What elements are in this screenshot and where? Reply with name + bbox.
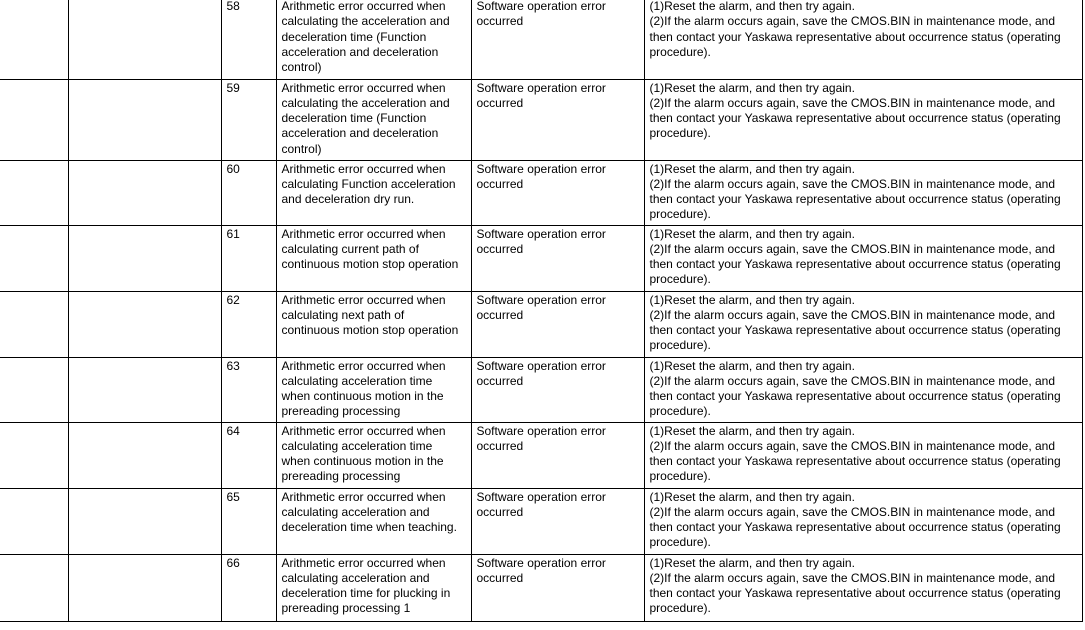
remedy-cell — [644, 291, 1082, 357]
remedy-line: procedure). — [649, 338, 711, 353]
cause-line: occurred — [476, 307, 524, 322]
alarm-code-cell — [0, 160, 68, 225]
meaning-line: calculating acceleration time — [281, 373, 433, 388]
alarm-code-cell — [0, 0, 68, 79]
table-row — [0, 79, 1082, 160]
meaning-cell — [276, 79, 471, 160]
cause-line: Software operation error — [476, 555, 606, 570]
meaning-line: when continuous motion in the — [281, 454, 444, 469]
sub-code-cell: 62 — [221, 291, 276, 357]
cause-line: occurred — [476, 570, 524, 585]
meaning-line: Arithmetic error occurred when — [281, 0, 446, 13]
cause-line: occurred — [476, 176, 524, 191]
meaning-line: prereading processing — [281, 469, 401, 484]
remedy-line: (1)Reset the alarm, and then try again. — [649, 161, 855, 176]
remedy-line: then contact your Yaskawa representative about occurrence status (operating — [649, 323, 1061, 338]
cause-line: Software operation error — [476, 423, 606, 438]
remedy-cell — [644, 79, 1082, 160]
alarm-name-cell — [68, 357, 221, 422]
alarm-name-cell — [68, 0, 221, 79]
remedy-cell — [644, 488, 1082, 554]
meaning-cell — [276, 422, 471, 488]
remedy-line: (2)If the alarm occurs again, save the CMOS.BIN in maintenance mode, and — [649, 438, 1056, 453]
sub-code-cell: 65 — [221, 488, 276, 554]
meaning-line: acceleration and deceleration — [281, 126, 439, 141]
meaning-line: calculating Function acceleration — [281, 176, 456, 191]
remedy-line: (2)If the alarm occurs again, save the CMOS.BIN in maintenance mode, and — [649, 14, 1056, 29]
cause-cell — [471, 488, 644, 554]
remedy-line: (1)Reset the alarm, and then try again. — [649, 0, 855, 13]
alarm-code-cell — [0, 488, 68, 554]
remedy-cell — [644, 422, 1082, 488]
meaning-line: prereading processing — [281, 404, 401, 419]
meaning-cell — [276, 488, 471, 554]
sub-code-cell: 58 — [221, 0, 276, 79]
meaning-cell — [276, 291, 471, 357]
remedy-line: procedure). — [649, 44, 711, 59]
table-row — [0, 0, 1082, 79]
alarm-name-cell — [68, 554, 221, 621]
remedy-cell — [644, 225, 1082, 291]
meaning-cell — [276, 554, 471, 621]
cause-line: Software operation error — [476, 0, 606, 13]
meaning-line: Arithmetic error occurred when — [281, 489, 446, 504]
meaning-line: Arithmetic error occurred when — [281, 423, 446, 438]
meaning-line: deceleration time (Function — [281, 29, 427, 44]
meaning-line: calculating acceleration time — [281, 438, 433, 453]
remedy-cell — [644, 554, 1082, 621]
meaning-line: acceleration and deceleration — [281, 44, 439, 59]
meaning-line: calculating acceleration and — [281, 570, 430, 585]
table-row — [0, 160, 1082, 225]
meaning-line: when continuous motion in the — [281, 389, 444, 404]
cause-line: occurred — [476, 438, 524, 453]
cause-line: Software operation error — [476, 80, 606, 95]
remedy-cell — [644, 0, 1082, 79]
alarm-name-cell — [68, 291, 221, 357]
remedy-line: (1)Reset the alarm, and then try again. — [649, 489, 855, 504]
cause-cell — [471, 225, 644, 291]
alarm-name-cell — [68, 79, 221, 160]
cause-line: occurred — [476, 14, 524, 29]
remedy-line: then contact your Yaskawa representative about occurrence status (operating — [649, 454, 1061, 469]
alarm-code-cell — [0, 422, 68, 488]
alarm-code-cell — [0, 79, 68, 160]
cause-line: Software operation error — [476, 161, 606, 176]
alarm-name-cell — [68, 488, 221, 554]
cause-line: occurred — [476, 241, 524, 256]
meaning-line: calculating the acceleration and — [281, 14, 450, 29]
cause-line: Software operation error — [476, 226, 606, 241]
remedy-line: (1)Reset the alarm, and then try again. — [649, 80, 855, 95]
remedy-line: procedure). — [649, 207, 711, 222]
meaning-line: calculating current path of — [281, 241, 419, 256]
remedy-cell — [644, 160, 1082, 225]
remedy-line: procedure). — [649, 126, 711, 141]
remedy-line: (1)Reset the alarm, and then try again. — [649, 555, 855, 570]
cause-cell — [471, 422, 644, 488]
meaning-cell — [276, 225, 471, 291]
meaning-line: control) — [281, 141, 322, 156]
alarm-code-cell — [0, 291, 68, 357]
table-row — [0, 291, 1082, 357]
remedy-line: (1)Reset the alarm, and then try again. — [649, 292, 855, 307]
meaning-line: control) — [281, 60, 322, 75]
meaning-line: Arithmetic error occurred when — [281, 80, 446, 95]
remedy-line: (2)If the alarm occurs again, save the CMOS.BIN in maintenance mode, and — [649, 95, 1056, 110]
remedy-cell — [644, 357, 1082, 422]
alarm-code-cell — [0, 554, 68, 621]
sub-code-cell: 66 — [221, 554, 276, 621]
cause-line: Software operation error — [476, 292, 606, 307]
meaning-line: calculating the acceleration and — [281, 95, 450, 110]
remedy-line: (2)If the alarm occurs again, save the CMOS.BIN in maintenance mode, and — [649, 307, 1056, 322]
table-row — [0, 488, 1082, 554]
sub-code-cell: 59 — [221, 79, 276, 160]
meaning-line: prereading processing 1 — [281, 601, 411, 616]
remedy-line: then contact your Yaskawa representative about occurrence status (operating — [649, 520, 1061, 535]
remedy-line: procedure). — [649, 601, 711, 616]
remedy-line: (2)If the alarm occurs again, save the CMOS.BIN in maintenance mode, and — [649, 504, 1056, 519]
meaning-cell — [276, 160, 471, 225]
remedy-line: procedure). — [649, 404, 711, 419]
cause-cell — [471, 554, 644, 621]
meaning-line: Arithmetic error occurred when — [281, 226, 446, 241]
meaning-line: continuous motion stop operation — [281, 323, 459, 338]
meaning-line: Arithmetic error occurred when — [281, 358, 446, 373]
meaning-line: deceleration time when teaching. — [281, 520, 457, 535]
cause-line: Software operation error — [476, 358, 606, 373]
table-row — [0, 225, 1082, 291]
remedy-line: (2)If the alarm occurs again, save the CMOS.BIN in maintenance mode, and — [649, 241, 1056, 256]
remedy-line: procedure). — [649, 272, 711, 287]
alarm-name-cell — [68, 422, 221, 488]
table-row — [0, 357, 1082, 422]
meaning-line: Arithmetic error occurred when — [281, 161, 446, 176]
cause-line: occurred — [476, 95, 524, 110]
remedy-line: procedure). — [649, 535, 711, 550]
meaning-line: deceleration time (Function — [281, 111, 427, 126]
remedy-line: then contact your Yaskawa representative about occurrence status (operating — [649, 29, 1061, 44]
remedy-line: then contact your Yaskawa representative about occurrence status (operating — [649, 111, 1061, 126]
cause-cell — [471, 79, 644, 160]
cause-cell — [471, 357, 644, 422]
alarm-code-cell — [0, 357, 68, 422]
table-row — [0, 422, 1082, 488]
sub-code-cell: 64 — [221, 422, 276, 488]
remedy-line: (2)If the alarm occurs again, save the CMOS.BIN in maintenance mode, and — [649, 176, 1056, 191]
remedy-line: (1)Reset the alarm, and then try again. — [649, 423, 855, 438]
alarm-name-cell — [68, 225, 221, 291]
cause-line: occurred — [476, 504, 524, 519]
remedy-line: then contact your Yaskawa representative about occurrence status (operating — [649, 389, 1061, 404]
meaning-line: deceleration time for plucking in — [281, 586, 451, 601]
alarm-name-cell — [68, 160, 221, 225]
remedy-line: (2)If the alarm occurs again, save the CMOS.BIN in maintenance mode, and — [649, 570, 1056, 585]
cause-cell — [471, 0, 644, 79]
cause-cell — [471, 291, 644, 357]
remedy-line: (1)Reset the alarm, and then try again. — [649, 358, 855, 373]
sub-code-cell: 63 — [221, 357, 276, 422]
remedy-line: (2)If the alarm occurs again, save the CMOS.BIN in maintenance mode, and — [649, 373, 1056, 388]
meaning-line: calculating next path of — [281, 307, 405, 322]
remedy-line: then contact your Yaskawa representative about occurrence status (operating — [649, 192, 1061, 207]
sub-code-cell: 61 — [221, 225, 276, 291]
remedy-line: then contact your Yaskawa representative about occurrence status (operating — [649, 257, 1061, 272]
meaning-line: and deceleration dry run. — [281, 192, 415, 207]
meaning-cell — [276, 0, 471, 79]
sub-code-cell: 60 — [221, 160, 276, 225]
table-row — [0, 554, 1082, 621]
meaning-line: Arithmetic error occurred when — [281, 292, 446, 307]
cause-line: Software operation error — [476, 489, 606, 504]
remedy-line: then contact your Yaskawa representative about occurrence status (operating — [649, 586, 1061, 601]
cause-cell — [471, 160, 644, 225]
remedy-line: (1)Reset the alarm, and then try again. — [649, 226, 855, 241]
alarm-code-cell — [0, 225, 68, 291]
meaning-line: calculating acceleration and — [281, 504, 430, 519]
meaning-line: continuous motion stop operation — [281, 257, 459, 272]
cause-line: occurred — [476, 373, 524, 388]
remedy-line: procedure). — [649, 469, 711, 484]
meaning-line: Arithmetic error occurred when — [281, 555, 446, 570]
meaning-cell — [276, 357, 471, 422]
